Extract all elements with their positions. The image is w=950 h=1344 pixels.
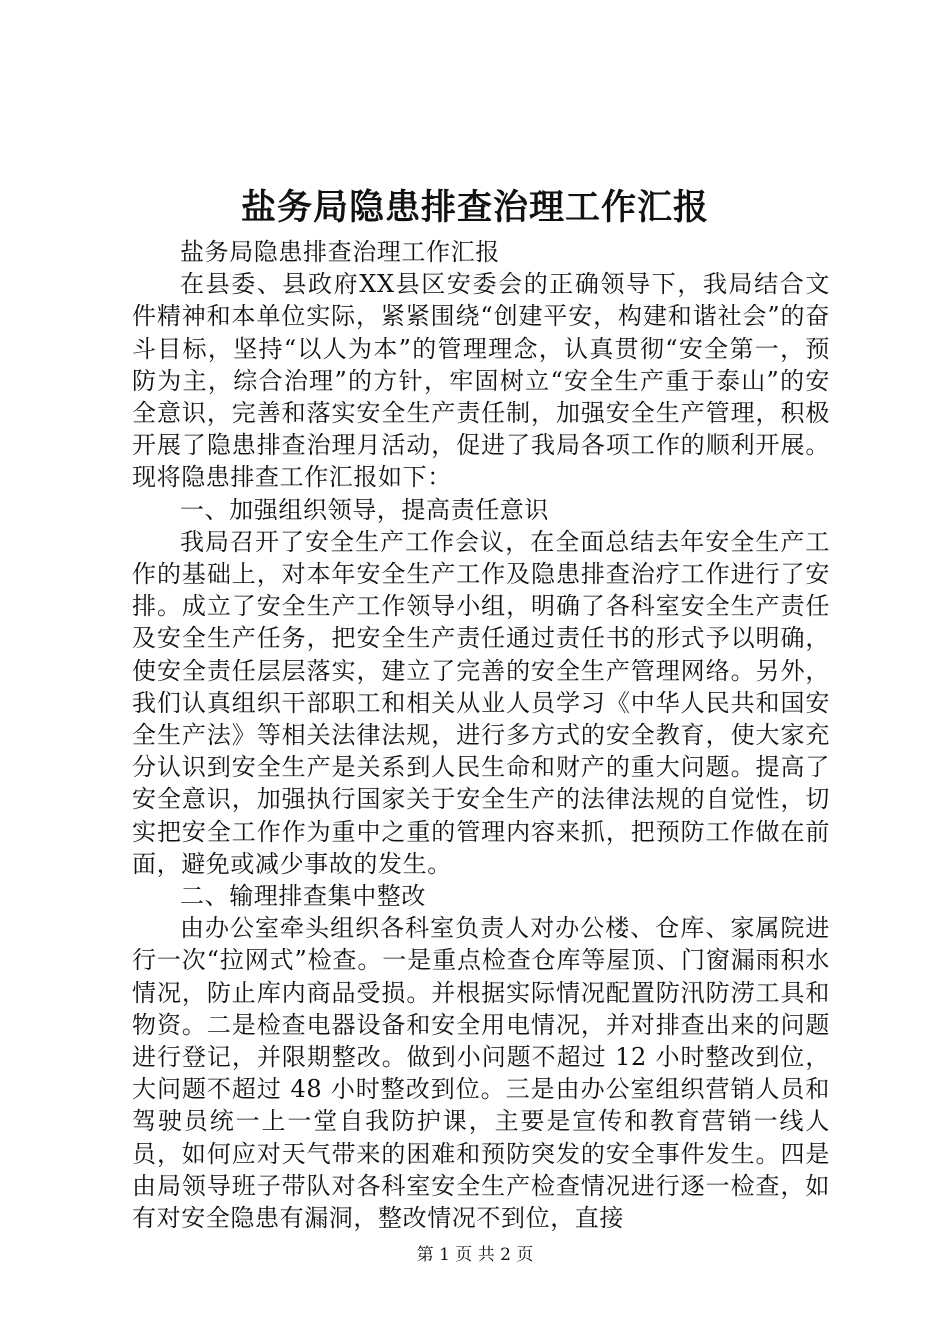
section-heading-2: 二、输理排查集中整改	[180, 882, 426, 911]
document-body	[132, 236, 830, 1234]
document-title: 盐务局隐患排查治理工作汇报	[240, 187, 709, 228]
document-subtitle: 盐务局隐患排查治理工作汇报	[180, 238, 500, 266]
intro-paragraph: 在县委、县政府XX县区安委会的正确领导下，我局结合文件精神和本单位实际，紧紧围绕“创建平安，构建和谐社会”的奋斗目标，坚持“以人为本”的管理理念，认真贯彻“安全第一，预防为主，综合治理”的方针，牢固树立“安全生产重于泰山”的安全意识，完善和落实安全生产责任制，加强安全生产管理，积极开展了隐患排查治理月活动，促进了我局各项工作的顺利开展。现将隐患排查工作汇报如下：	[132, 270, 830, 492]
section-2-paragraph: 由办公室牵头组织各科室负责人对办公楼、仓库、家属院进行一次“拉网式”检查。一是重点检查仓库等屋顶、门窗漏雨积水情况，防止库内商品受损。并根据实际情况配置防汛防涝工具和物资。二是检查电器设备和安全用电情况，并对排查出来的问题进行登记，并限期整改。做到小问题不超过 12 小时整改到位，大问题不超过 48 小时整改到位。三是由办公室组织营销人员和驾驶员统一上一堂自我防护课，主要是宣传和教育营销一线人员，如何应对天气带来的困难和预防突发的安全事件发生。四是由局领导班子带队对各科室安全生产检查情况进行逐一检查，如有对安全隐患有漏洞，整改情况不到位，直接	[132, 914, 830, 1233]
section-1-paragraph: 我局召开了安全生产工作会议，在全面总结去年安全生产工作的基础上，对本年安全生产工作及隐患排查治疗工作进行了安排。成立了安全生产工作领导小组，明确了各科室安全生产责任及安全生产任务，把安全生产责任通过责任书的形式予以明确，使安全责任层层落实，建立了完善的安全生产管理网络。另外，我们认真组织干部职工和相关从业人员学习《中华人民共和国安全生产法》等相关法律法规，进行多方式的安全教育，使大家充分认识到安全生产是关系到人民生命和财产的重大问题。提高了安全意识，加强执行国家关于安全生产的法律法规的自觉性，切实把安全工作作为重中之重的管理内容来抓，把预防工作做在前面，避免或减少事故的发生。	[132, 527, 830, 878]
section-heading-1: 一、加强组织领导，提高责任意识	[180, 495, 549, 524]
page-footer: 第 1 页 共 2 页	[416, 1245, 534, 1265]
